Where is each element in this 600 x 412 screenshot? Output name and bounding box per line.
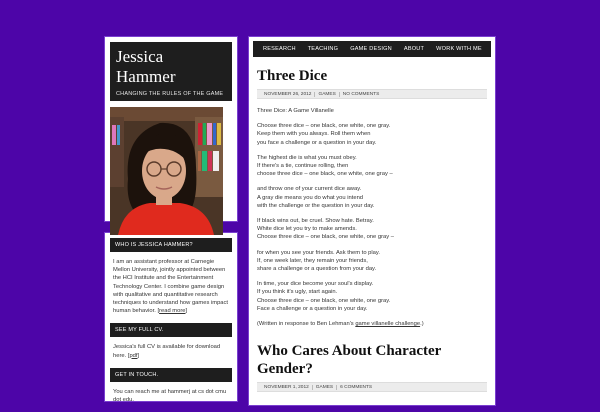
nav-about[interactable]: ABOUT (403, 46, 425, 52)
poem-line: If, one week later, they remain your friends, (257, 257, 368, 264)
poem-line: The highest die is what you must obey. (257, 154, 357, 161)
post-title[interactable]: Who Cares About Character Gender? (257, 343, 442, 378)
post-character-gender (257, 342, 487, 392)
poem-line: and throw one of your current dice away. (257, 186, 362, 193)
site-header-panel (104, 36, 238, 222)
cv-widget-text: Jessica's full CV is available for download here. [ (113, 344, 221, 359)
profile-photo (110, 107, 223, 235)
poem-line: White dice let you try to make amends. (257, 226, 357, 233)
post-list (249, 61, 495, 392)
sidebar (104, 36, 238, 402)
nav-research[interactable]: RESEARCH (263, 46, 296, 52)
post-category-link[interactable]: GAMES (313, 385, 337, 390)
contact-widget-heading: GET IN TOUCH. (110, 368, 232, 382)
challenge-link[interactable]: game villanelle challenge (355, 321, 421, 328)
post-footnote (257, 320, 487, 328)
post-subtitle: Three Dice: A Game Villanelle (257, 108, 334, 114)
who-widget-text: I am an assistant professor at Carnegie Mellon University, jointly appointed between the HCI Institute and the Entertainment Technology Center. I combine game design with qualitative and quantitative research techniques to understand how games impact human behavior. [ (113, 259, 229, 315)
read-more-link[interactable]: read more (159, 308, 186, 315)
poem-line: Choose three dice – one black, one white, one gray – (257, 234, 394, 241)
nav-teaching[interactable]: TEACHING (307, 46, 339, 52)
poem-line: A gray die means you do what you intend (257, 194, 364, 201)
post-meta (257, 382, 487, 392)
stanza-3 (257, 185, 487, 210)
sidebar-widgets-panel (104, 232, 238, 402)
poem-line: Face a challenge or a question in your day. (257, 305, 368, 312)
site-tagline: CHANGING THE RULES OF THE GAME (116, 91, 224, 97)
poem-line: choose three dice – one black, one white, one gray – (257, 171, 393, 178)
cv-widget-body (110, 337, 232, 367)
stanza-4 (257, 217, 487, 242)
cv-pdf-link[interactable]: pdf (129, 352, 138, 359)
nav-game-design[interactable]: GAME DESIGN (350, 46, 392, 52)
nav-work-with-me[interactable]: WORK WITH ME (436, 46, 482, 52)
stanza-5 (257, 249, 487, 274)
poem-line: If black wins out, be cruel. Show hate. Betray. (257, 218, 374, 225)
footnote-text: (Written in response to Ben Lehman's (257, 321, 356, 328)
poem-line: In time, your dice become your soul's display. (257, 281, 374, 288)
post-meta (257, 89, 487, 99)
footnote-text-end: .) (420, 321, 424, 328)
contact-widget-body: You can reach me at hammerj at cs dot cmu dot edu. (113, 388, 227, 404)
stanza-6 (257, 280, 487, 313)
main-content-panel (248, 36, 496, 406)
post-comments-link[interactable]: 6 COMMENTS (340, 384, 373, 390)
poem-line: Choose three dice – one black, one white, one gray. (257, 123, 391, 130)
post-comments-link[interactable]: NO COMMENTS (342, 91, 380, 97)
poem-line: If you think it's ugly, start again. (257, 289, 338, 296)
who-widget-text-end: ] (185, 308, 188, 315)
cv-widget-heading: SEE MY FULL CV. (110, 323, 232, 337)
poem-line: with the challenge or the question in your day. (257, 202, 375, 209)
poem-line: If there's a tie, continue rolling, then (257, 163, 349, 170)
post-date: NOVEMBER 1, 2012 (261, 385, 313, 390)
who-widget-heading: WHO IS JESSICA HAMMER? (110, 238, 232, 252)
poem-line: you face a challenge or a question in your day. (257, 139, 377, 146)
main-nav (253, 41, 491, 57)
post-body (257, 107, 487, 328)
site-title[interactable]: Jessica Hammer (116, 47, 176, 86)
stanza-1 (257, 122, 487, 147)
post-three-dice (257, 67, 487, 328)
post-category-link[interactable]: GAMES (315, 92, 339, 97)
stanza-2 (257, 154, 487, 179)
poem-line: Choose three dice – one black, one white, one gray. (257, 297, 391, 304)
post-date: NOVEMBER 26, 2012 (261, 92, 315, 97)
site-title-bar (110, 42, 232, 101)
poem-line: share a challenge or a question from your day. (257, 266, 377, 273)
poem-line: Keep them with you always. Roll them when (257, 131, 371, 138)
who-widget-body (110, 252, 232, 323)
poem-line: for when you see your friends. Ask them to play. (257, 249, 380, 256)
cv-widget-text-end: ] (137, 352, 140, 359)
post-title[interactable]: Three Dice (257, 68, 328, 84)
